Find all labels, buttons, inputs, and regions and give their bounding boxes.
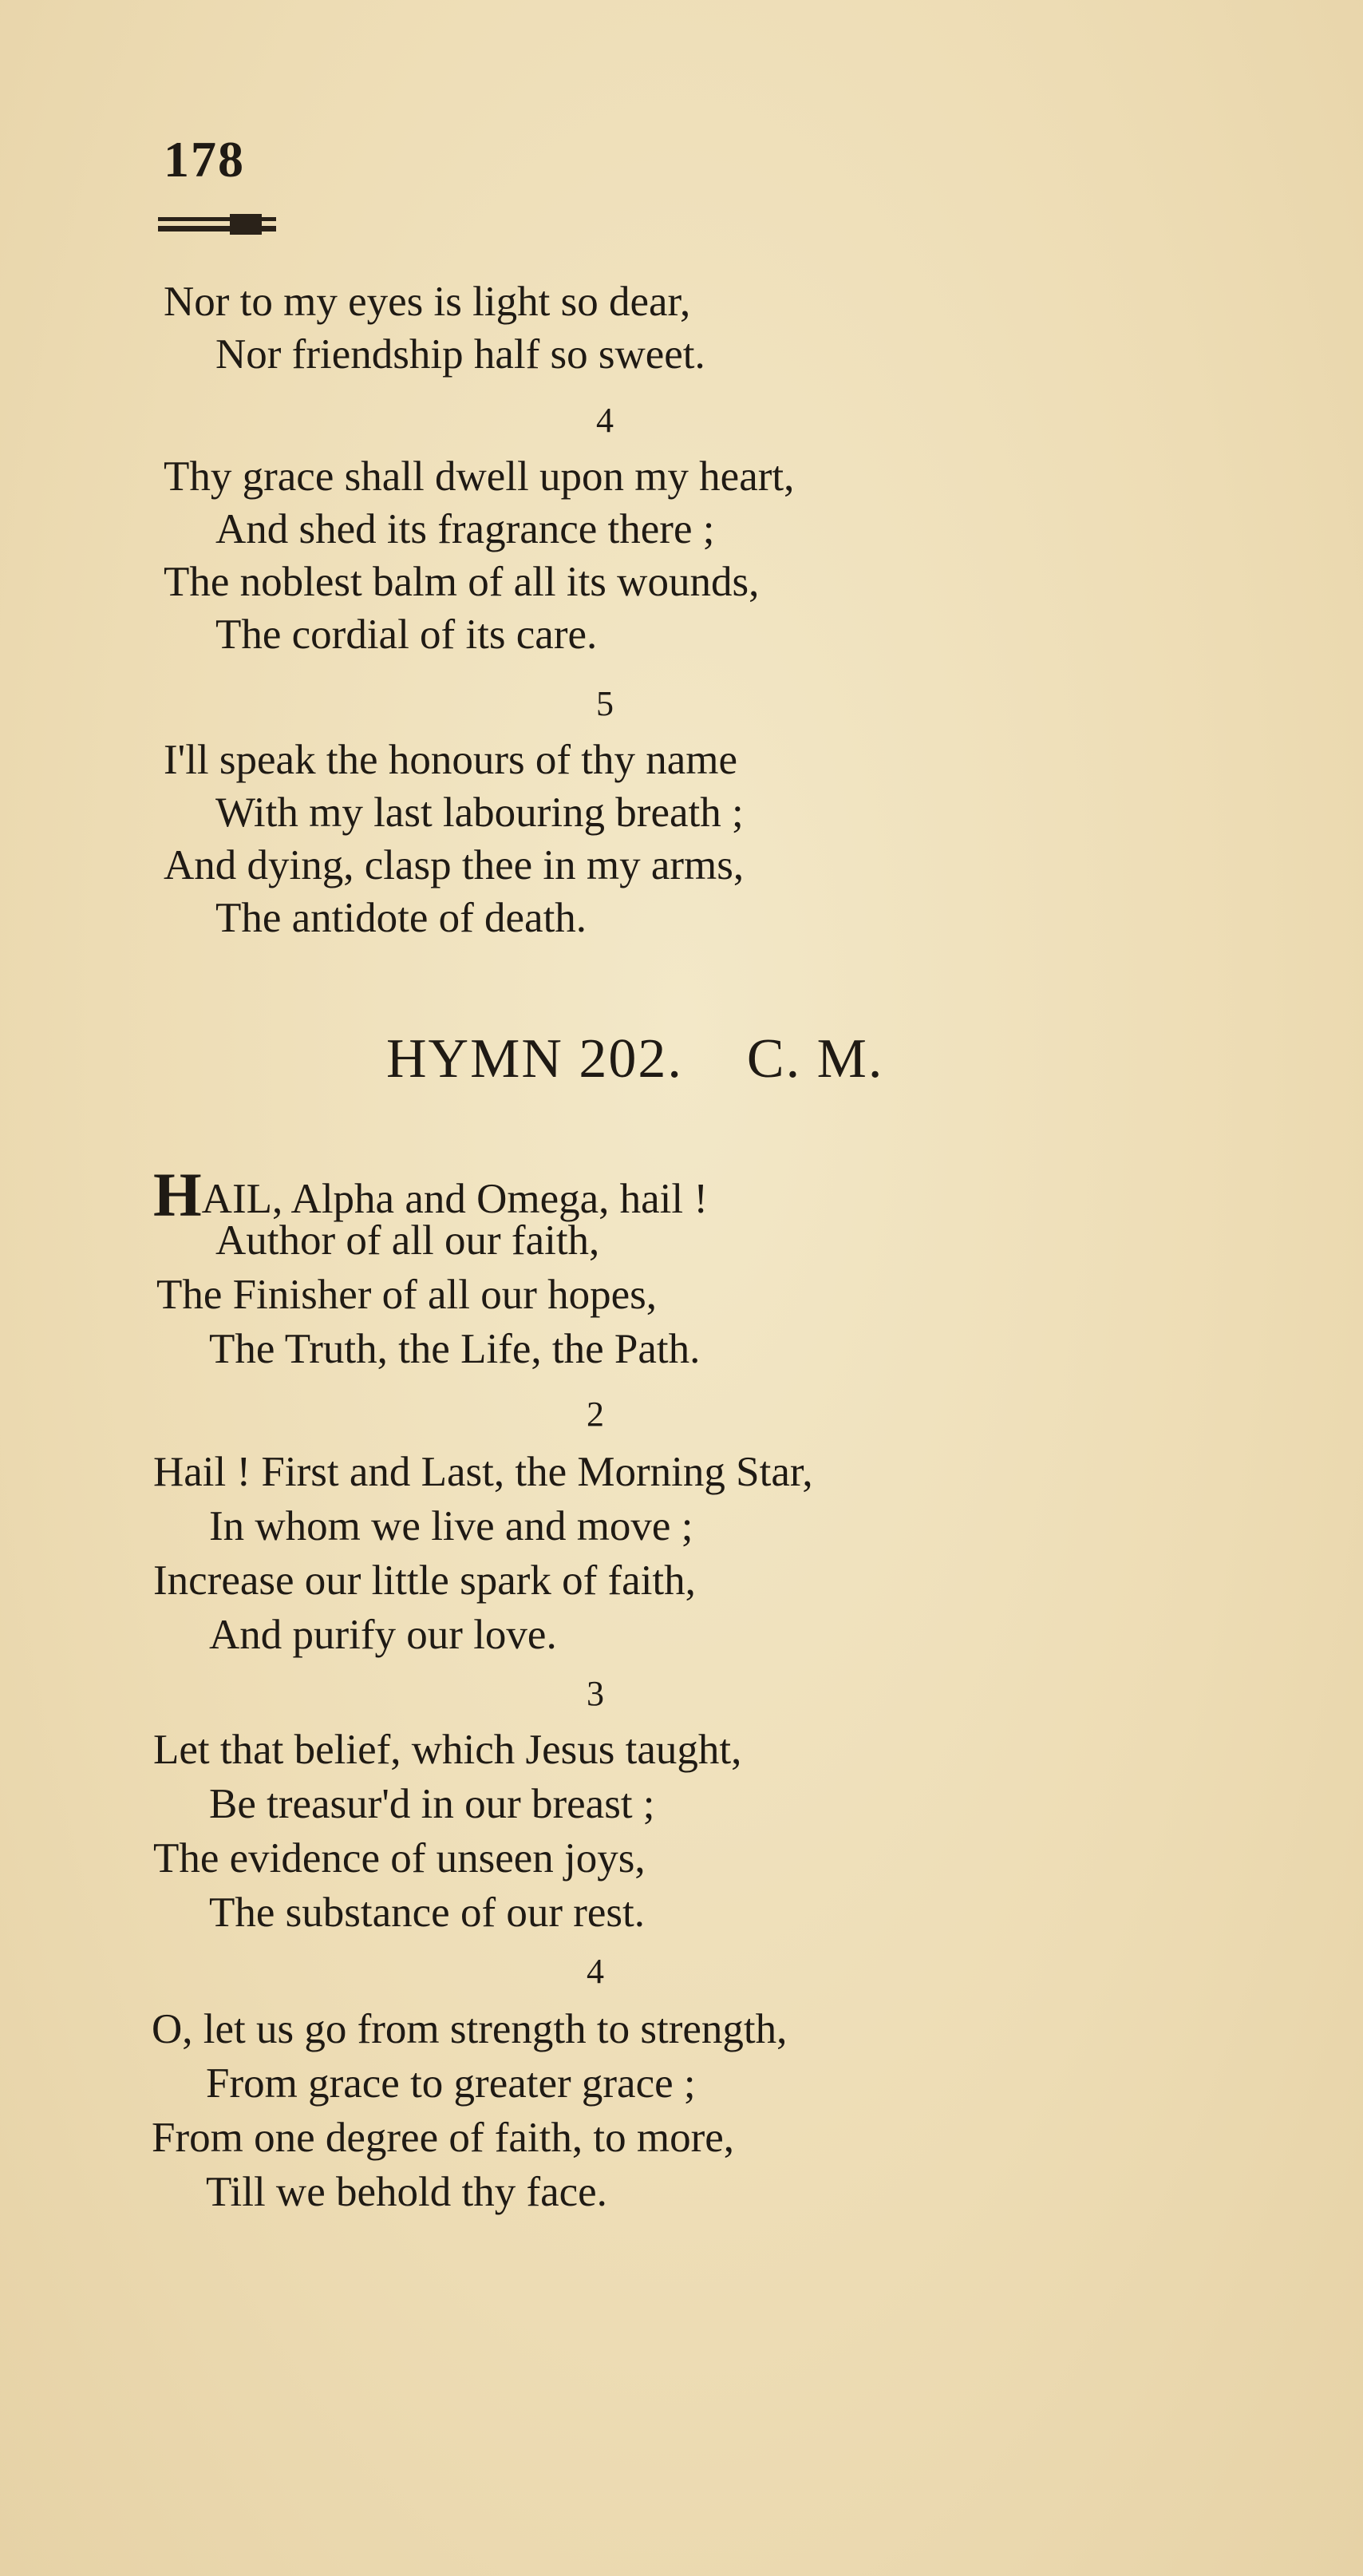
verse-number: 3 xyxy=(587,1674,604,1713)
continuation-line-2: Nor friendship half so sweet. xyxy=(215,331,705,378)
verse-number: 4 xyxy=(587,1952,604,1991)
verse-line: And dying, clasp thee in my arms, xyxy=(164,842,745,888)
verse-line: O, let us go from strength to strength, xyxy=(152,2006,788,2052)
verse-line: With my last labouring breath ; xyxy=(215,789,744,836)
verse-line: The substance of our rest. xyxy=(209,1889,646,1936)
verse-line: The Truth, the Life, the Path. xyxy=(209,1326,701,1372)
verse-line: The antidote of death. xyxy=(215,895,587,941)
verse-line: Hail ! First and Last, the Morning Star, xyxy=(153,1449,813,1495)
hymn-title xyxy=(386,1028,884,1090)
verse-line: And shed its fragrance there ; xyxy=(215,506,715,552)
page-number: 178 xyxy=(164,131,245,188)
verse-number: 2 xyxy=(587,1395,604,1434)
verse-line: Let that belief, which Jesus taught, xyxy=(153,1727,742,1773)
verse-line: Increase our little spark of faith, xyxy=(153,1557,696,1604)
verse-line: From grace to greater grace ; xyxy=(206,2060,696,2107)
verse-line: The Finisher of all our hopes, xyxy=(156,1272,658,1318)
verse-line: Be treasur'd in our breast ; xyxy=(209,1781,655,1827)
header-rule-ornament xyxy=(158,214,276,235)
verse-line: I'll speak the honours of thy name xyxy=(164,737,737,783)
verse-line: The noblest balm of all its wounds, xyxy=(164,559,760,605)
verse-line: And purify our love. xyxy=(209,1612,557,1658)
drop-cap: H xyxy=(153,1160,202,1229)
verse-line: The evidence of unseen joys, xyxy=(153,1835,646,1882)
hymn-meter: C. M. xyxy=(746,1028,884,1090)
verse-line: Thy grace shall dwell upon my heart, xyxy=(164,453,795,500)
verse-line: The cordial of its care. xyxy=(215,611,598,658)
verse-line: Till we behold thy face. xyxy=(206,2169,607,2215)
first-line-text: AIL, Alpha and Omega, hail ! xyxy=(201,1176,709,1222)
hymn-number: HYMN 202. xyxy=(386,1028,683,1090)
verse-line: From one degree of faith, to more, xyxy=(152,2115,734,2161)
verse-number: 4 xyxy=(596,401,614,440)
continuation-line-1: Nor to my eyes is light so dear, xyxy=(164,279,691,325)
verse-number: 5 xyxy=(596,684,614,723)
verse-line: Author of all our faith, xyxy=(215,1217,600,1264)
verse-line: In whom we live and move ; xyxy=(209,1503,693,1549)
